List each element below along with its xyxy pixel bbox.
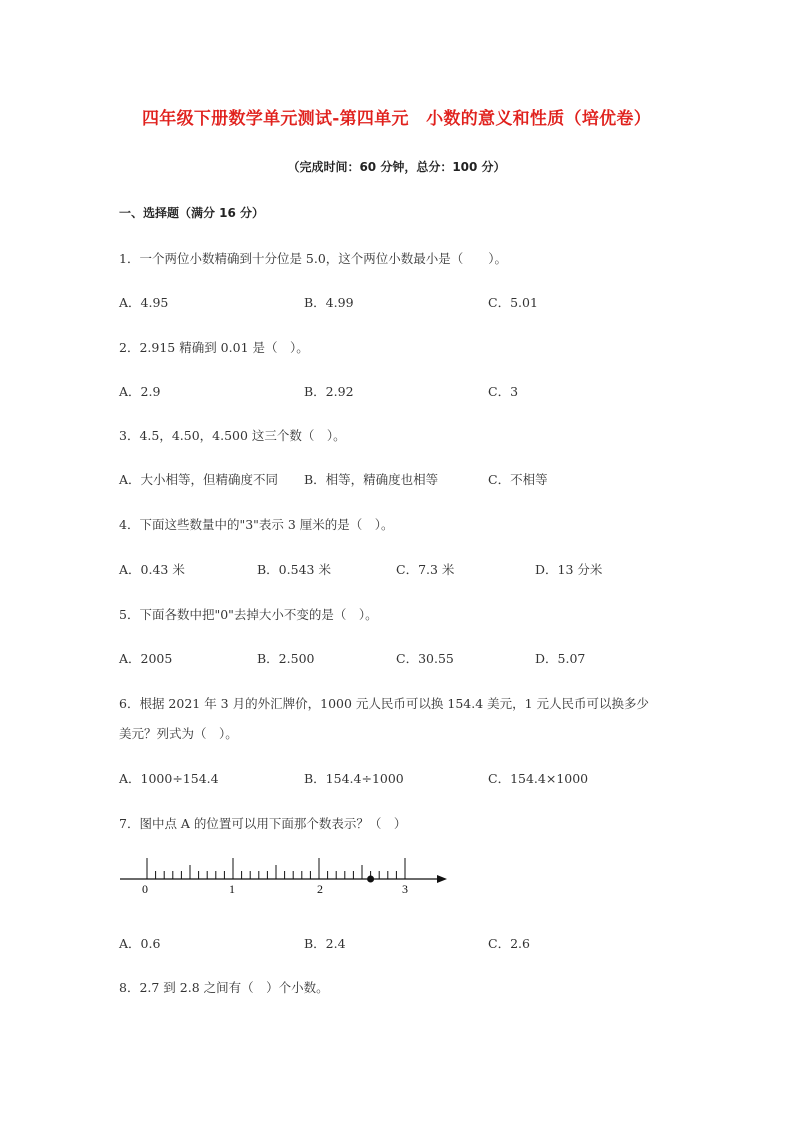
section-heading: 一、选择题（满分 16 分） [119, 206, 265, 220]
question-2: 2．2.915 精确到 0.01 是（ ）。 [119, 340, 309, 355]
question-6-line-2: 美元？列式为（ ）。 [119, 726, 238, 741]
number-line-label-0: 0 [142, 882, 148, 896]
q5-option-d: D．5.07 [535, 651, 586, 666]
document-title: 四年级下册数学单元测试-第四单元 小数的意义和性质（培优卷） [141, 109, 652, 129]
q4-option-a: A．0.43 米 [119, 562, 185, 577]
question-1: 1．一个两位小数精确到十分位是 5.0，这个两位小数最小是（ ）。 [119, 251, 508, 266]
question-7: 7．图中点 A 的位置可以用下面那个数表示？（ ） [119, 816, 407, 831]
q3-option-a: A．大小相等，但精确度不同 [119, 472, 279, 487]
q2-option-c: C．3 [488, 384, 519, 399]
q7-option-b: B．2.4 [304, 936, 346, 951]
question-6-line-1: 6．根据 2021 年 3 月的外汇牌价，1000 元人民币可以换 154.4 美元，1 元人民币可以换多少 [119, 696, 650, 711]
q4-option-c: C．7.3 米 [396, 562, 455, 577]
question-5: 5．下面各数中把"0"去掉大小不变的是（ ）。 [119, 607, 378, 622]
q4-option-d: D．13 分米 [535, 562, 603, 577]
q6-option-a: A．1000÷154.4 [119, 771, 219, 786]
q5-option-c: C．30.55 [396, 651, 454, 666]
point-a-marker [367, 876, 374, 883]
number-line-label-3: 3 [402, 882, 408, 896]
q4-option-b: B．0.543 米 [257, 562, 331, 577]
q7-option-a: A．0.6 [119, 936, 161, 951]
q2-option-a: A．2.9 [119, 384, 161, 399]
q5-option-b: B．2.500 [257, 651, 315, 666]
question-3: 3．4.5，4.50，4.500 这三个数（ ）。 [119, 428, 346, 443]
number-line-label-1: 1 [229, 882, 235, 896]
question-4: 4．下面这些数量中的"3"表示 3 厘米的是（ ）。 [119, 517, 394, 532]
q7-option-c: C．2.6 [488, 936, 530, 951]
q6-option-c: C．154.4×1000 [488, 771, 589, 786]
number-line-label-2: 2 [317, 882, 323, 896]
q2-option-b: B．2.92 [304, 384, 354, 399]
question-8: 8．2.7 到 2.8 之间有（ ）个小数。 [119, 980, 329, 995]
q6-option-b: B．154.4÷1000 [304, 771, 404, 786]
q5-option-a: A．2005 [119, 651, 173, 666]
q1-option-c: C．5.01 [488, 295, 538, 310]
q3-option-c: C．不相等 [488, 472, 548, 487]
q1-option-a: A．4.95 [119, 295, 169, 310]
q3-option-b: B．相等，精确度也相等 [304, 472, 439, 487]
document-subtitle: （完成时间：60 分钟，总分：100 分） [287, 160, 506, 174]
arrow-icon [437, 875, 447, 883]
number-line-figure [115, 850, 455, 900]
q1-option-b: B．4.99 [304, 295, 354, 310]
